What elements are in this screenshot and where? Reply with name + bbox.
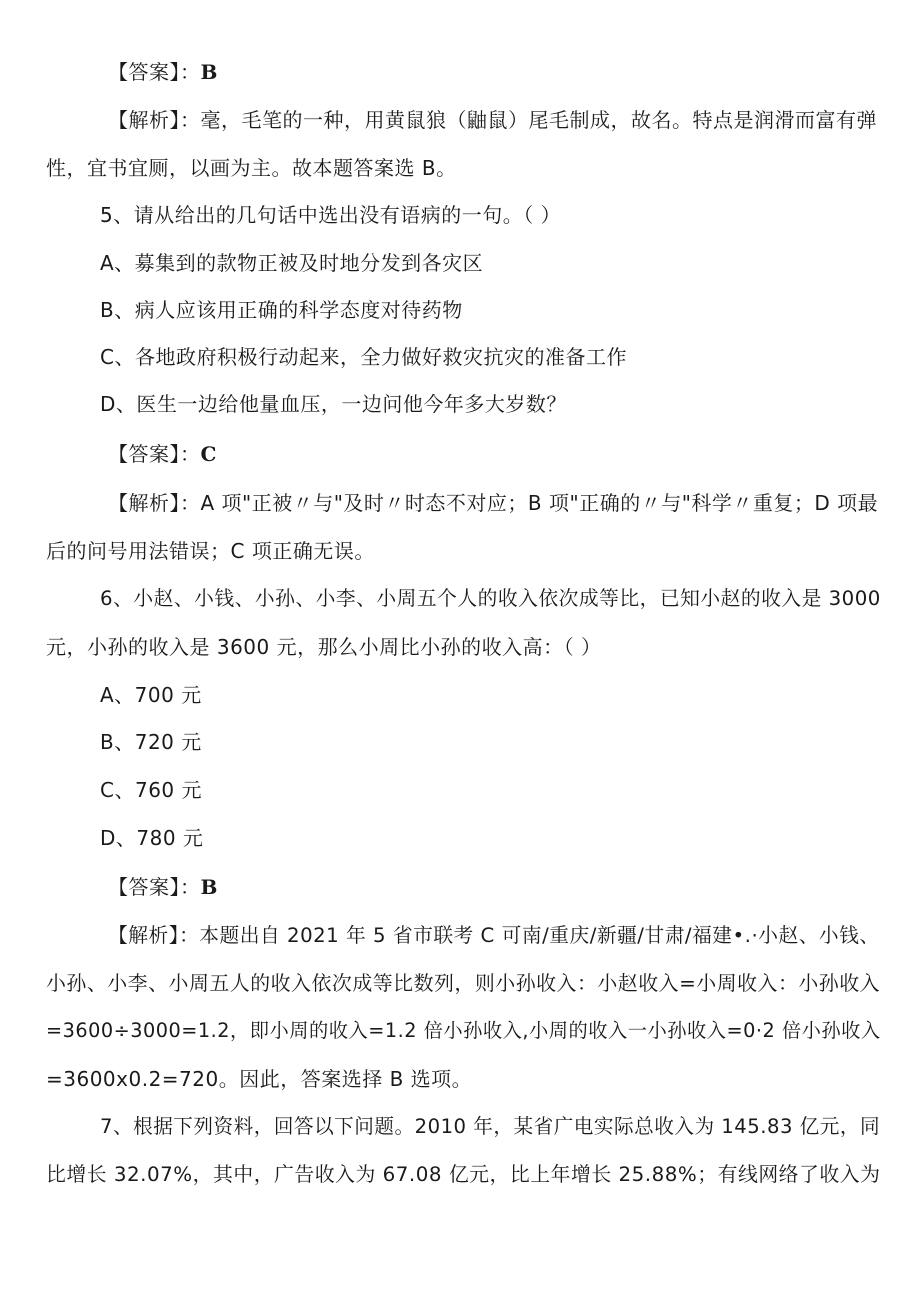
answer-line-q5 — [108, 440, 217, 468]
answer-letter: B — [200, 875, 218, 899]
question-stem-q5: 5、请从给出的几句话中选出没有语病的一句。（ ） — [100, 203, 562, 227]
question-stem-q6-cont: 元，小孙的收入是 3600 元，那么小周比小孙的收入高：（ ） — [46, 635, 602, 659]
option-d: D、医生一边给他量血压，一边问他今年多大岁数？ — [100, 392, 567, 416]
explanation-line: 【解析】：毫，毛笔的一种，用黄鼠狼（鼬鼠）尾毛制成，故名。特点是润滑而富有弹 — [108, 108, 877, 132]
answer-line-q6 — [108, 873, 218, 901]
explanation-line: 【解析】：本题出自 2021 年 5 省市联考 C 可南/重庆/新疆/甘肃/福建•.·小赵、小钱、 — [108, 924, 880, 947]
explanation-line: 【解析】：A 项"正被〃与"及时〃时态不对应；B 项"正确的〃与"科学〃重复；D 项最 — [108, 491, 879, 515]
option-c: C、各地政府积极行动起来，全力做好救灾抗灾的准备工作 — [100, 345, 627, 369]
explanation-line: =3600x0.2=720。因此，答案选择 B 选项。 — [46, 1067, 473, 1091]
option-b: B、720 元 — [100, 730, 202, 754]
answer-label: 【答案】： — [108, 442, 201, 466]
option-b: B、病人应该用正确的科学态度对待药物 — [100, 298, 463, 322]
option-a: A、募集到的款物正被及时地分发到各灾区 — [100, 251, 484, 275]
option-d: D、780 元 — [100, 826, 204, 850]
answer-label: 【答案】： — [108, 875, 201, 899]
option-a: A、700 元 — [100, 683, 202, 707]
question-stem-q6: 6、小赵、小钱、小孙、小李、小周五个人的收入依次成等比，已知小赵的收入是 3000 — [100, 587, 881, 610]
explanation-line: 小孙、小李、小周五人的收入依次成等比数列，则小孙收入：小赵收入=小周收入：小孙收入 — [46, 972, 881, 995]
answer-label: 【答案】： — [108, 60, 201, 84]
question-stem-q7: 7、根据下列资料，回答以下问题。2010 年，某省广电实际总收入为 145.83 亿元，同 — [100, 1115, 881, 1138]
explanation-line: =3600÷3000=1.2，即小周的收入=1.2 倍小孙收入,小周的收入一小孙收入=0·2 倍小孙收入 — [46, 1019, 881, 1042]
question-stem-q7-cont: 比增长 32.07%，其中，广告收入为 67.08 亿元，比上年增长 25.88%；有线网络了收入为 — [46, 1163, 881, 1186]
explanation-line: 性，宜书宜厕，以画为主。故本题答案选 B。 — [46, 156, 457, 180]
answer-letter: C — [200, 442, 217, 466]
explanation-line: 后的问号用法错误；C 项正确无误。 — [46, 539, 375, 563]
option-c: C、760 元 — [100, 778, 202, 802]
answer-line-q4 — [108, 58, 218, 86]
answer-letter: B — [200, 60, 218, 84]
